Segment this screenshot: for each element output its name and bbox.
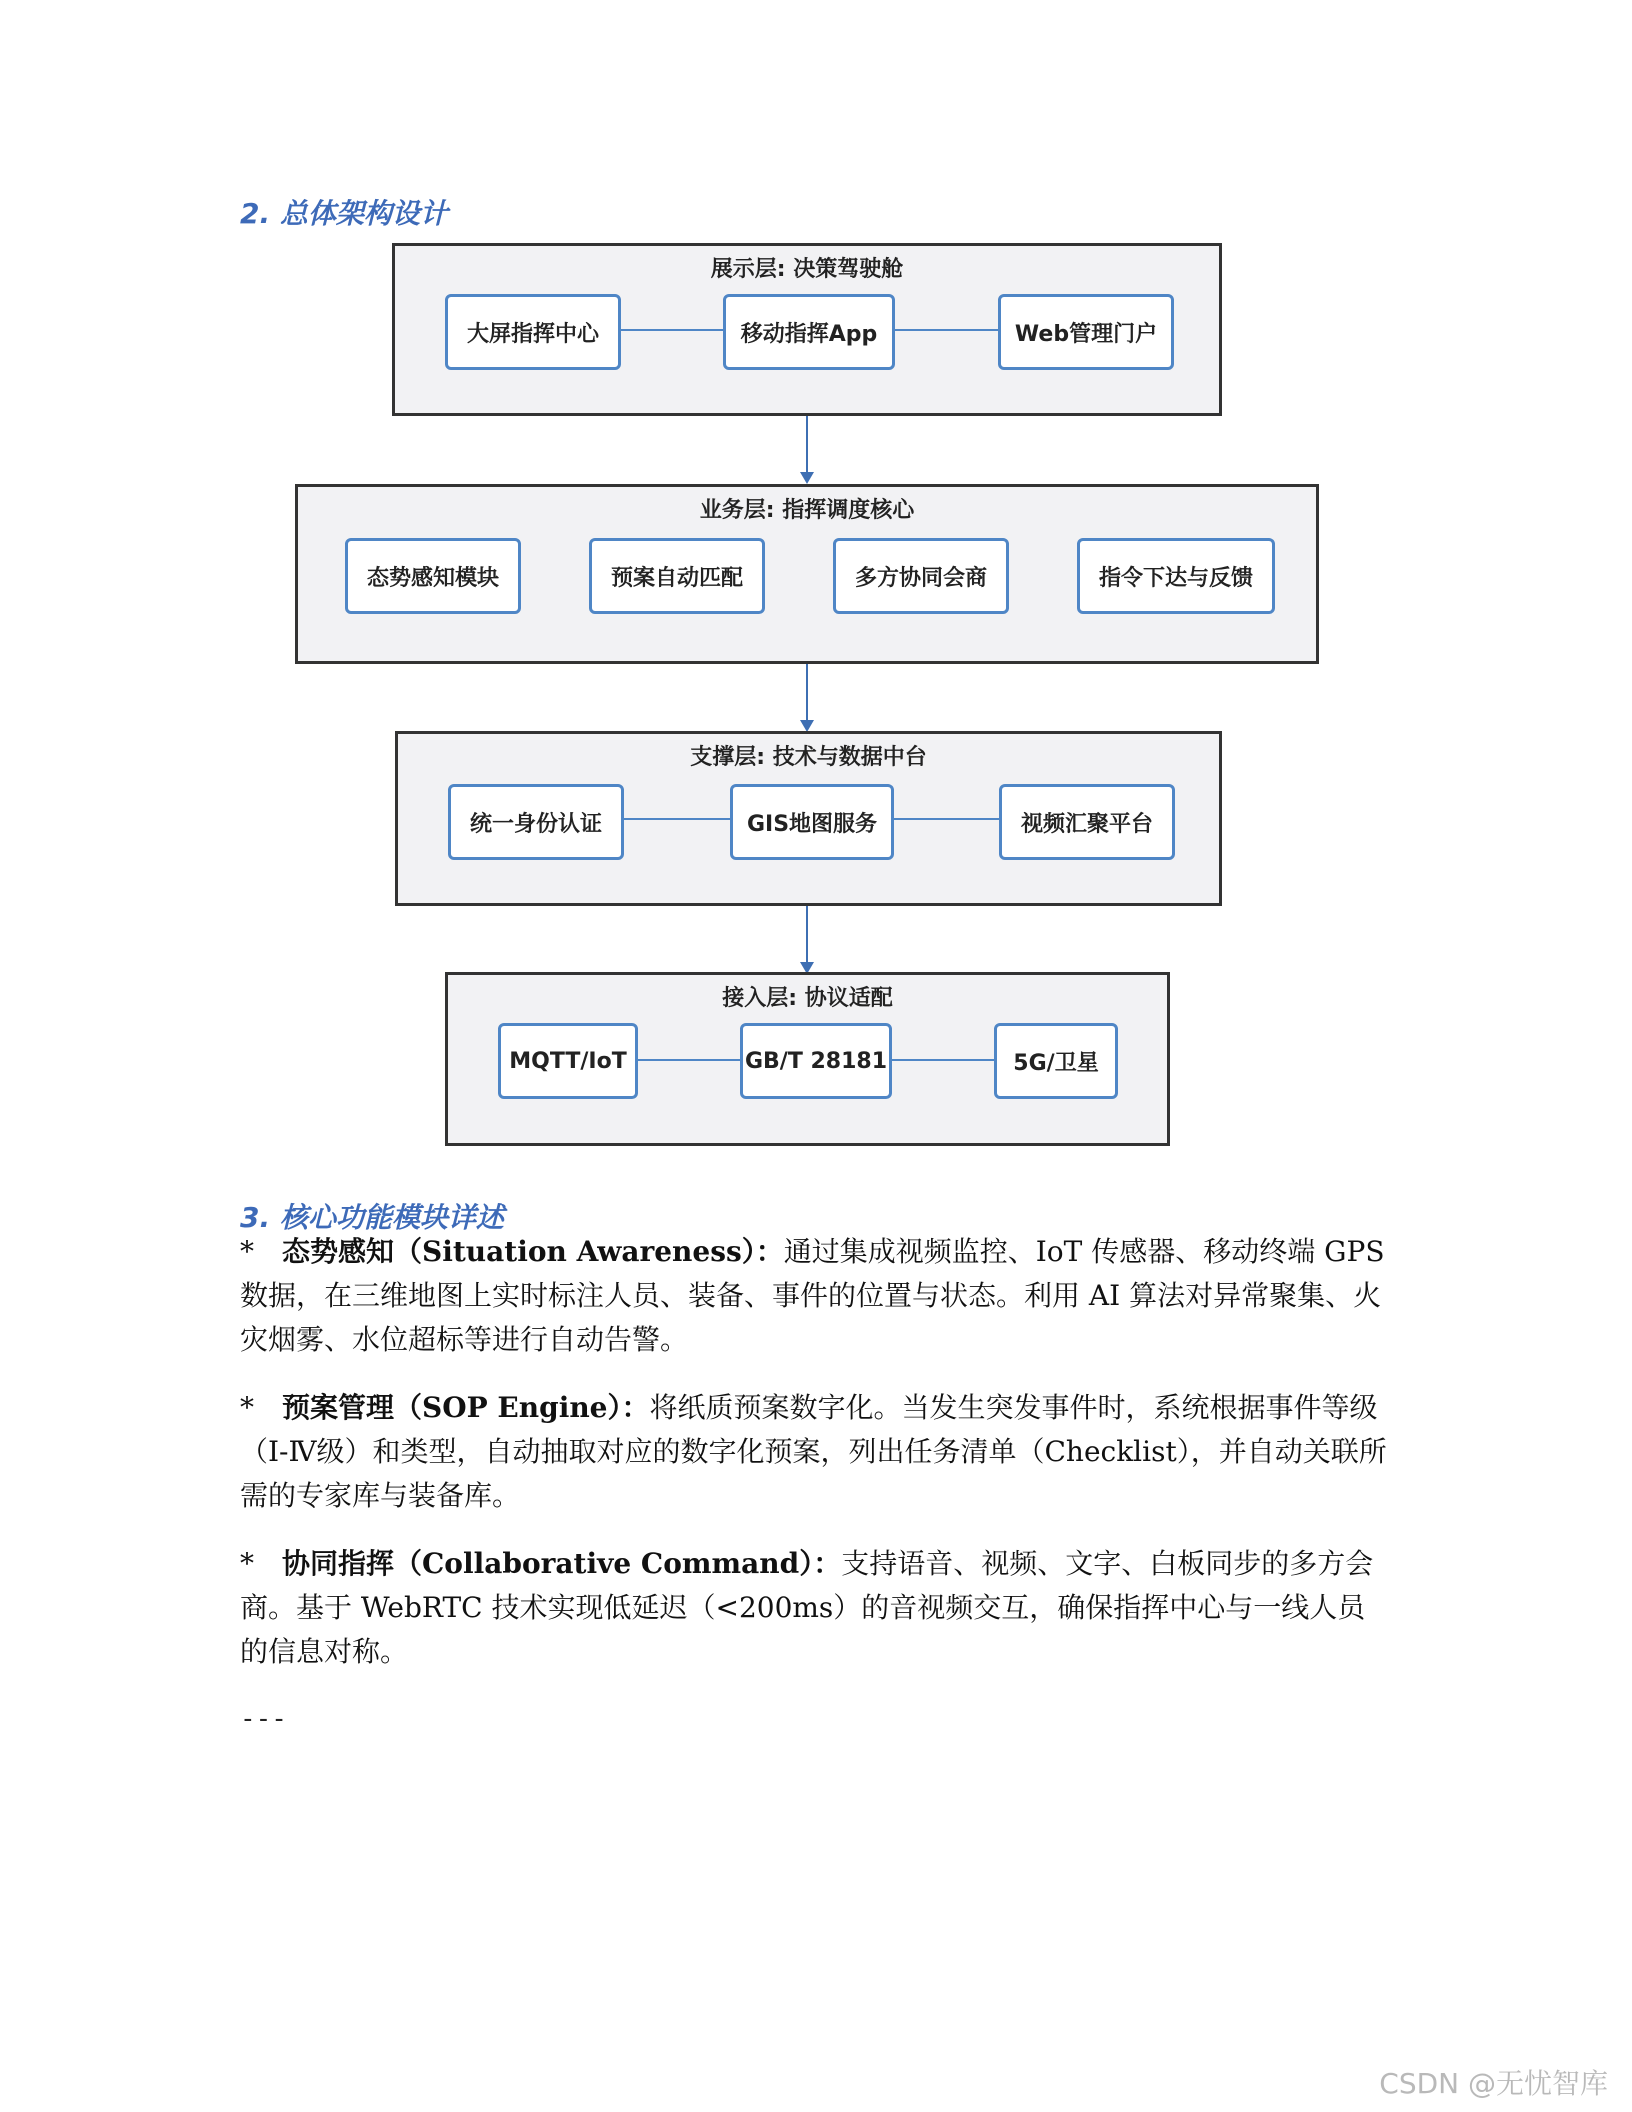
- node-mqtt: MQTT/IoT: [498, 1023, 638, 1099]
- connector: [886, 1059, 996, 1061]
- presentation-layer: [392, 243, 1222, 416]
- layer-title: 业务层: 指挥调度核心: [699, 498, 915, 523]
- node-video-platform: 视频汇聚平台: [999, 784, 1175, 860]
- module-sop: [240, 1386, 1388, 1518]
- arrow-down: [806, 416, 808, 482]
- layer-title: 接入层: 协议适配: [722, 986, 893, 1011]
- section-3-heading: 3. 核心功能模块详述: [240, 1201, 504, 1234]
- module-term: 预案管理（SOP Engine）：: [282, 1391, 650, 1424]
- bullet: *: [240, 1235, 254, 1268]
- layer-title: 支撑层: 技术与数据中台: [690, 745, 927, 770]
- layer-title: 展示层: 决策驾驶舱: [710, 257, 904, 282]
- node-consult: 多方协同会商: [833, 538, 1009, 614]
- node-situation: 态势感知模块: [345, 538, 521, 614]
- watermark: CSDN @无忧智库: [1379, 2067, 1608, 2100]
- support-layer: [395, 731, 1222, 906]
- access-layer: [445, 972, 1170, 1146]
- connector: [895, 329, 1005, 331]
- module-collab: [240, 1542, 1388, 1674]
- business-layer: [295, 484, 1319, 664]
- node-mobile-app: 移动指挥App: [723, 294, 895, 370]
- node-gbt: GB/T 28181: [740, 1023, 892, 1099]
- module-term: 态势感知（Situation Awareness）：: [282, 1235, 784, 1268]
- connector: [894, 818, 1010, 820]
- module-text: 支持语音、视频、文字、白板同步的多方会商。基于 WebRTC 技术实现低延迟（<200ms）的音视频交互，确保指挥中心与一线人员的信息对称。: [240, 1547, 1374, 1668]
- node-big-screen: 大屏指挥中心: [445, 294, 621, 370]
- node-gis: GIS地图服务: [730, 784, 894, 860]
- arrow-down: [806, 906, 808, 972]
- node-plan-match: 预案自动匹配: [589, 538, 765, 614]
- module-text: 通过集成视频监控、IoT 传感器、移动终端 GPS 数据，在三维地图上实时标注人员、装备、事件的位置与状态。利用 AI 算法对异常聚集、火灾烟雾、水位超标等进行自动告警。: [240, 1235, 1385, 1356]
- node-5g: 5G/卫星: [994, 1023, 1118, 1099]
- section-2-heading: 2. 总体架构设计: [240, 197, 448, 230]
- node-identity: 统一身份认证: [448, 784, 624, 860]
- module-text: 将纸质预案数字化。当发生突发事件时，系统根据事件等级（Ⅰ-Ⅳ级）和类型，自动抽取对应的数字化预案，列出任务清单（Checklist），并自动关联所需的专家库与装备库。: [240, 1391, 1387, 1512]
- bullet: *: [240, 1391, 254, 1424]
- node-web-portal: Web管理门户: [998, 294, 1174, 370]
- bullet: *: [240, 1547, 254, 1580]
- module-term: 协同指挥（Collaborative Command）：: [282, 1547, 842, 1580]
- arrow-down: [806, 664, 808, 730]
- node-command-feedback: 指令下达与反馈: [1077, 538, 1275, 614]
- separator: ---: [240, 1704, 287, 1734]
- module-situation: [240, 1230, 1388, 1362]
